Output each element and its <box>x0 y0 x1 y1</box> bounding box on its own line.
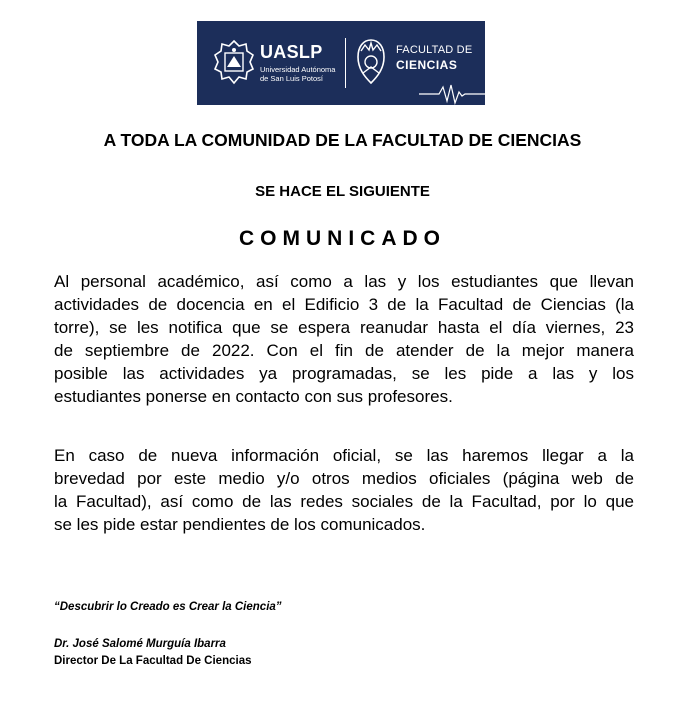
paragraph-line: posible las actividades ya programadas, se les pide a las y los <box>54 364 634 383</box>
body-paragraph-2 <box>54 444 634 536</box>
paragraph-line: actividades de docencia en el Edificio 3 de la Facultad de Ciencias (la <box>54 295 634 314</box>
university-name: Universidad Autónoma de San Luis Potosí <box>260 65 336 83</box>
logo-divider <box>345 38 346 88</box>
paragraph-line: se les pide estar pendientes de los comunicados. <box>54 515 426 534</box>
paragraph-line: la Facultad), así como de las redes sociales de la Facultad, por lo que <box>54 492 634 511</box>
addressee-heading: A TODA LA COMUNIDAD DE LA FACULTAD DE CIENCIAS <box>103 130 582 150</box>
intro-heading: SE HACE EL SIGUIENTE <box>255 183 430 200</box>
faculty-label-line1: FACULTAD DE <box>396 44 473 56</box>
paragraph-line: En caso de nueva información oficial, se las haremos llegar a la <box>54 446 634 465</box>
faculty-motto: “Descubrir lo Creado es Crear la Ciencia” <box>54 601 282 613</box>
paragraph-line: brevedad por este medio y/o otros medios oficiales (página web de <box>54 469 634 488</box>
signatory-name: Dr. José Salomé Murguía Ibarra <box>54 638 226 650</box>
paragraph-line: de septiembre de 2022. Con el fin de atender de la mejor manera <box>54 341 634 360</box>
paragraph-line: torre), se les notifica que se espera reanudar hasta el día viernes, 23 <box>54 318 634 337</box>
uaslp-shield-icon <box>213 39 255 85</box>
heartbeat-wave-icon <box>419 83 485 105</box>
uaslp-wordmark: UASLP <box>260 42 323 62</box>
logo-banner <box>197 21 485 105</box>
paragraph-line: estudiantes ponerse en contacto con sus profesores. <box>54 387 453 406</box>
paragraph-line: Al personal académico, así como a las y los estudiantes que llevan <box>54 272 634 291</box>
faculty-crest-icon <box>353 37 389 87</box>
signatory-title: Director De La Facultad De Ciencias <box>54 655 252 667</box>
faculty-label-line2: CIENCIAS <box>396 58 458 72</box>
document-title: COMUNICADO <box>239 227 446 250</box>
body-paragraph-1 <box>54 270 634 408</box>
